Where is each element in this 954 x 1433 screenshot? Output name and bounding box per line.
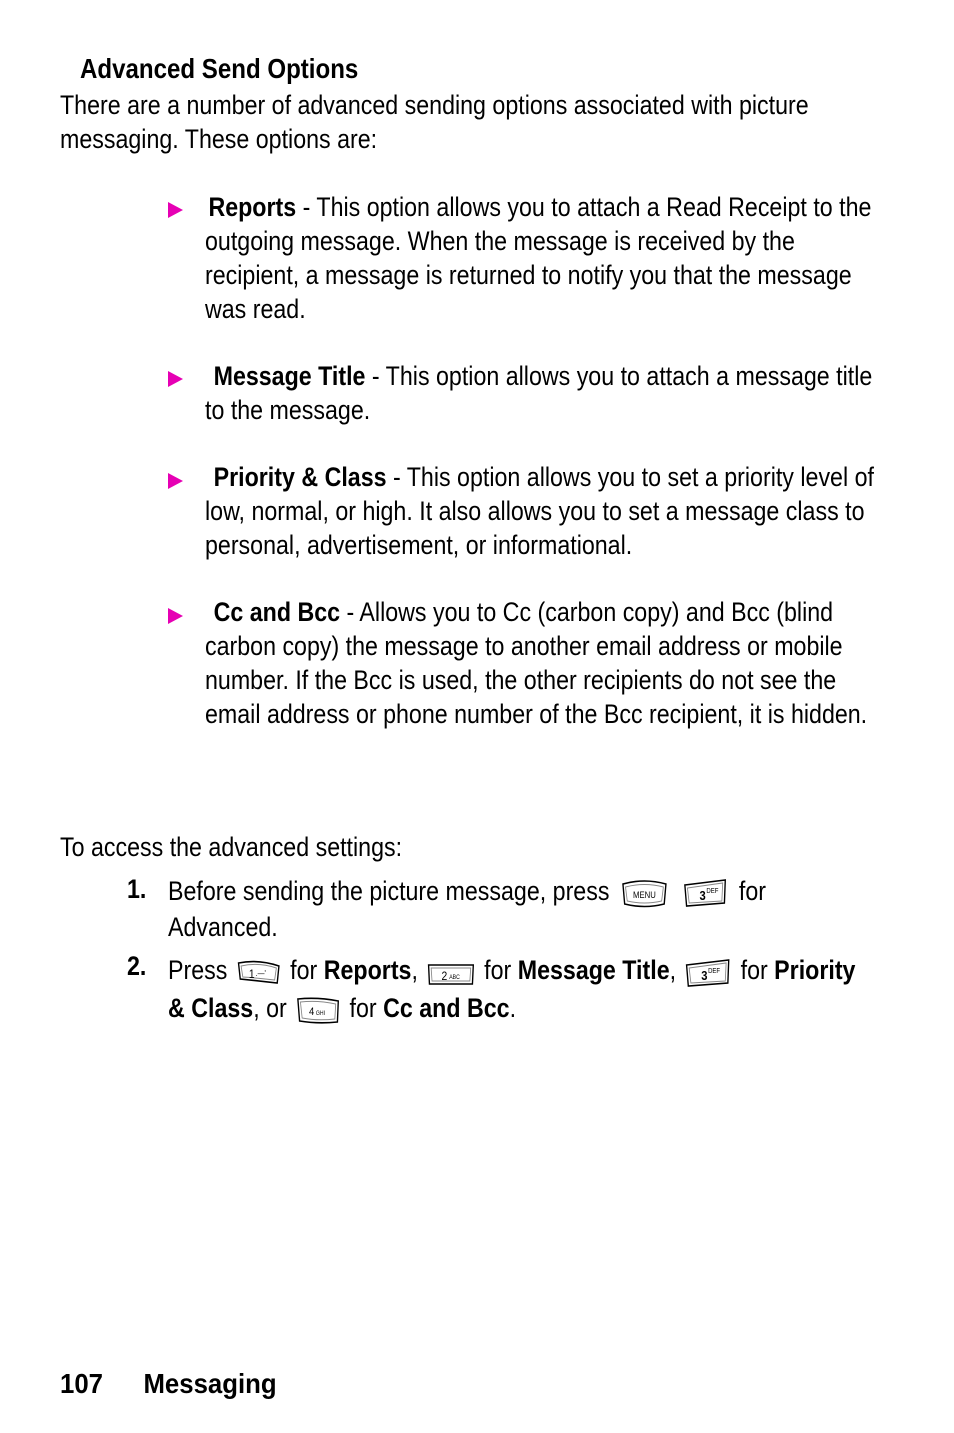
step-one xyxy=(168,874,822,944)
step-number: 1. xyxy=(127,874,147,904)
page-footer xyxy=(60,1368,277,1400)
key-3-letters: DEF xyxy=(708,967,721,976)
menu-key-label: MENU xyxy=(632,889,656,901)
bullet-text: - This option allows you to attach a message title to the message. xyxy=(205,361,873,425)
step-option: Reports xyxy=(323,955,412,985)
key-3-icon xyxy=(684,956,732,988)
bullet-arrow-icon xyxy=(168,473,183,489)
intro-paragraph: There are a number of advanced sending options associated with picture messaging. These options are: xyxy=(60,90,809,154)
key-1-digit: 1 xyxy=(248,968,255,982)
access-intro: To access the advanced settings: xyxy=(60,832,403,862)
bullet-text: - Allows you to Cc (carbon copy) and Bcc (blind carbon copy) the message to another email address or mobile number. If the Bcc is used, the other recipients do not see the email address or phone number of the Bcc recipient, it is hidden. xyxy=(205,597,868,729)
bullet-title: Reports xyxy=(208,192,297,222)
step-text: for xyxy=(290,955,318,985)
key-4-letters: GHI xyxy=(315,1010,325,1018)
page-number: 107 xyxy=(60,1368,103,1399)
step-number: 2. xyxy=(127,951,147,981)
step-text: for xyxy=(484,955,512,985)
step-text: , xyxy=(411,955,418,985)
bullet-reports xyxy=(205,190,893,326)
step-text: . xyxy=(509,993,517,1023)
bullet-title: Message Title xyxy=(213,361,366,391)
key-2-icon xyxy=(426,957,476,987)
step-text: for xyxy=(349,993,377,1023)
bullet-arrow-icon xyxy=(168,371,183,387)
bullet-message-title xyxy=(205,359,893,427)
section-name: Messaging xyxy=(143,1368,277,1399)
step-text: , xyxy=(669,955,677,985)
step-option: Cc and Bcc xyxy=(383,993,510,1023)
key-1-icon xyxy=(236,957,282,987)
step-two xyxy=(168,951,873,1027)
step-text: for xyxy=(740,955,768,985)
menu-key-icon xyxy=(619,876,669,910)
bullet-text: - This option allows you to attach a Read Receipt to the outgoing message. When the message is received by the recipient, a message is returned to notify you that the message was read. xyxy=(205,192,872,324)
bullet-title: Priority & Class xyxy=(213,462,387,492)
bullet-arrow-icon xyxy=(168,608,183,624)
key-1-letters: .—' xyxy=(255,968,266,979)
key-3-letters: DEF xyxy=(706,887,719,896)
bullet-title: Cc and Bcc xyxy=(213,597,341,627)
step-option: Priority & Class xyxy=(168,955,856,1023)
key-4-digit: 4 xyxy=(308,1006,314,1019)
key-3-digit: 3 xyxy=(701,968,708,984)
step-text: Press xyxy=(168,955,228,985)
bullet-cc-bcc xyxy=(205,595,893,731)
key-2-digit: 2 xyxy=(441,970,448,984)
bullet-arrow-icon xyxy=(168,202,183,218)
page-heading: Advanced Send Options xyxy=(80,53,359,84)
key-2-letters: ABC xyxy=(449,974,460,982)
key-3-digit: 3 xyxy=(699,888,706,904)
bullet-text: - This option allows you to set a priority level of low, normal, or high. It also allows you to set a message class to personal, advertisement, or informational. xyxy=(205,462,874,560)
step-text: Before sending the picture message, press xyxy=(168,876,610,906)
step-text: for Advanced. xyxy=(168,876,767,942)
step-text: , or xyxy=(253,993,287,1023)
key-4-icon xyxy=(295,994,341,1026)
key-3-icon xyxy=(683,876,729,910)
bullet-priority-class xyxy=(205,460,893,562)
step-option: Message Title xyxy=(517,955,670,985)
